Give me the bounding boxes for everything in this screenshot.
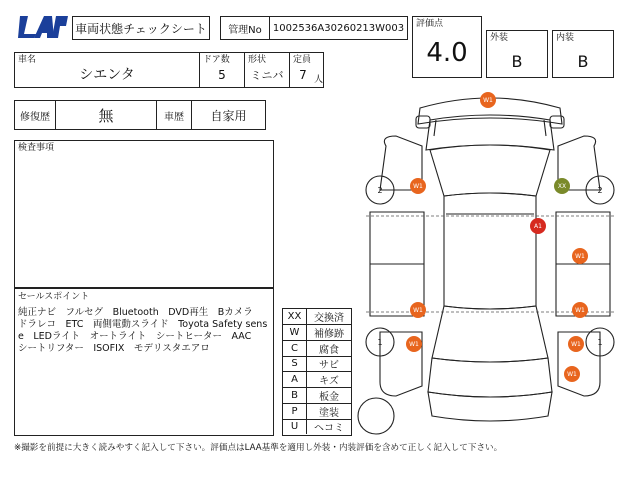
capacity-value: 7: [299, 68, 307, 82]
legend-meaning: キズ: [319, 376, 339, 387]
damage-mark-label: XX: [557, 183, 567, 190]
name-label: 車名: [18, 55, 37, 65]
legend-meaning: サビ: [319, 360, 339, 372]
vehicle-row: [14, 52, 324, 88]
damage-mark-label: A1: [534, 223, 542, 230]
sheet-title: 車両状態チェックシート: [75, 21, 207, 36]
hyoka-value: 4.0: [426, 38, 468, 68]
tire-label-rr: 1: [597, 338, 603, 347]
laa-logo: [16, 14, 70, 40]
doors-value: 5: [218, 68, 226, 82]
repair-value: 無: [98, 106, 114, 125]
legend-row: [283, 309, 351, 325]
legend-code: P: [283, 404, 307, 419]
capacity-label: 定員: [293, 55, 312, 65]
legend-row: [283, 388, 351, 404]
damage-mark-label: W1: [483, 97, 493, 104]
footer-note: ※撮影を前提に大きく読みやすく記入して下さい。評価点はLAA基準を適用し外装・内装評価を含めて正しく記入して下さい。: [14, 443, 503, 453]
legend-code: B: [283, 388, 307, 403]
sales-label: セールスポイント: [18, 292, 90, 302]
shape-value: ミニバ: [250, 69, 284, 82]
damage-mark-label: W1: [409, 341, 419, 348]
legend-code: C: [283, 341, 307, 356]
damage-mark-label: W1: [413, 307, 423, 314]
legend-meaning: ヘコミ: [314, 423, 344, 435]
name-value: シエンタ: [79, 67, 135, 83]
tire-label-rl: 1: [377, 338, 383, 347]
legend-row: [283, 356, 351, 372]
damage-mark-label: W1: [567, 371, 577, 378]
legend-table: [282, 308, 352, 436]
kanri-value: 1002536A30260213W003: [272, 22, 405, 34]
legend-code: W: [283, 325, 307, 340]
shape-label: 形状: [248, 55, 267, 65]
legend-meaning: 交換済: [314, 313, 344, 324]
legend-meaning: 板金: [319, 391, 339, 403]
car-diagram: [356, 86, 624, 436]
legend-row: [283, 325, 351, 341]
legend-row: [283, 419, 351, 434]
sales-box: [14, 288, 274, 436]
kanri-box: [220, 16, 408, 40]
repair-label: 修復歴: [20, 111, 50, 123]
sales-text: 純正ナビ フルセグ Bluetooth DVD再生 Bカメラ ドラレコ ETC 両側電動スライド Toyota Safety sense LEDライト オートライト シートヒーター AAC シートリフター ISOFIX モデリスタエアロ: [18, 307, 268, 354]
naiso-label: 内装: [556, 33, 575, 43]
tire-label-fr: 2: [597, 186, 603, 195]
tire-label-fl: 2: [377, 186, 383, 195]
inspection-box: [14, 140, 274, 288]
gaiso-value: B: [511, 51, 523, 71]
damage-mark-label: W1: [575, 253, 585, 260]
usage-label: 車歴: [164, 111, 184, 123]
capacity-unit: 人: [314, 75, 324, 85]
hyoka-label: 評価点: [416, 19, 444, 29]
history-row: [14, 100, 266, 130]
legend-code: S: [283, 356, 307, 371]
inspection-label: 検査事項: [18, 143, 55, 153]
doors-label: ドア数: [203, 55, 230, 65]
legend-code: XX: [283, 309, 307, 324]
legend-code: U: [283, 419, 307, 434]
gaiso-box: [486, 30, 548, 78]
legend-code: A: [283, 372, 307, 387]
damage-mark-label: W1: [575, 307, 585, 314]
legend-row: [283, 341, 351, 357]
legend-row: [283, 404, 351, 420]
legend-row: [283, 372, 351, 388]
legend-meaning: 補修跡: [314, 328, 344, 340]
legend-meaning: 塗装: [319, 407, 339, 419]
naiso-box: [552, 30, 614, 78]
damage-mark-label: W1: [413, 183, 423, 190]
gaiso-label: 外装: [490, 33, 509, 43]
damage-mark-label: W1: [571, 341, 581, 348]
hyoka-box: [412, 16, 482, 78]
legend-meaning: 腐食: [319, 344, 339, 356]
kanri-label: 管理No: [228, 24, 262, 36]
title-box: [72, 16, 210, 40]
naiso-value: B: [577, 51, 589, 71]
usage-value: 自家用: [210, 108, 247, 123]
